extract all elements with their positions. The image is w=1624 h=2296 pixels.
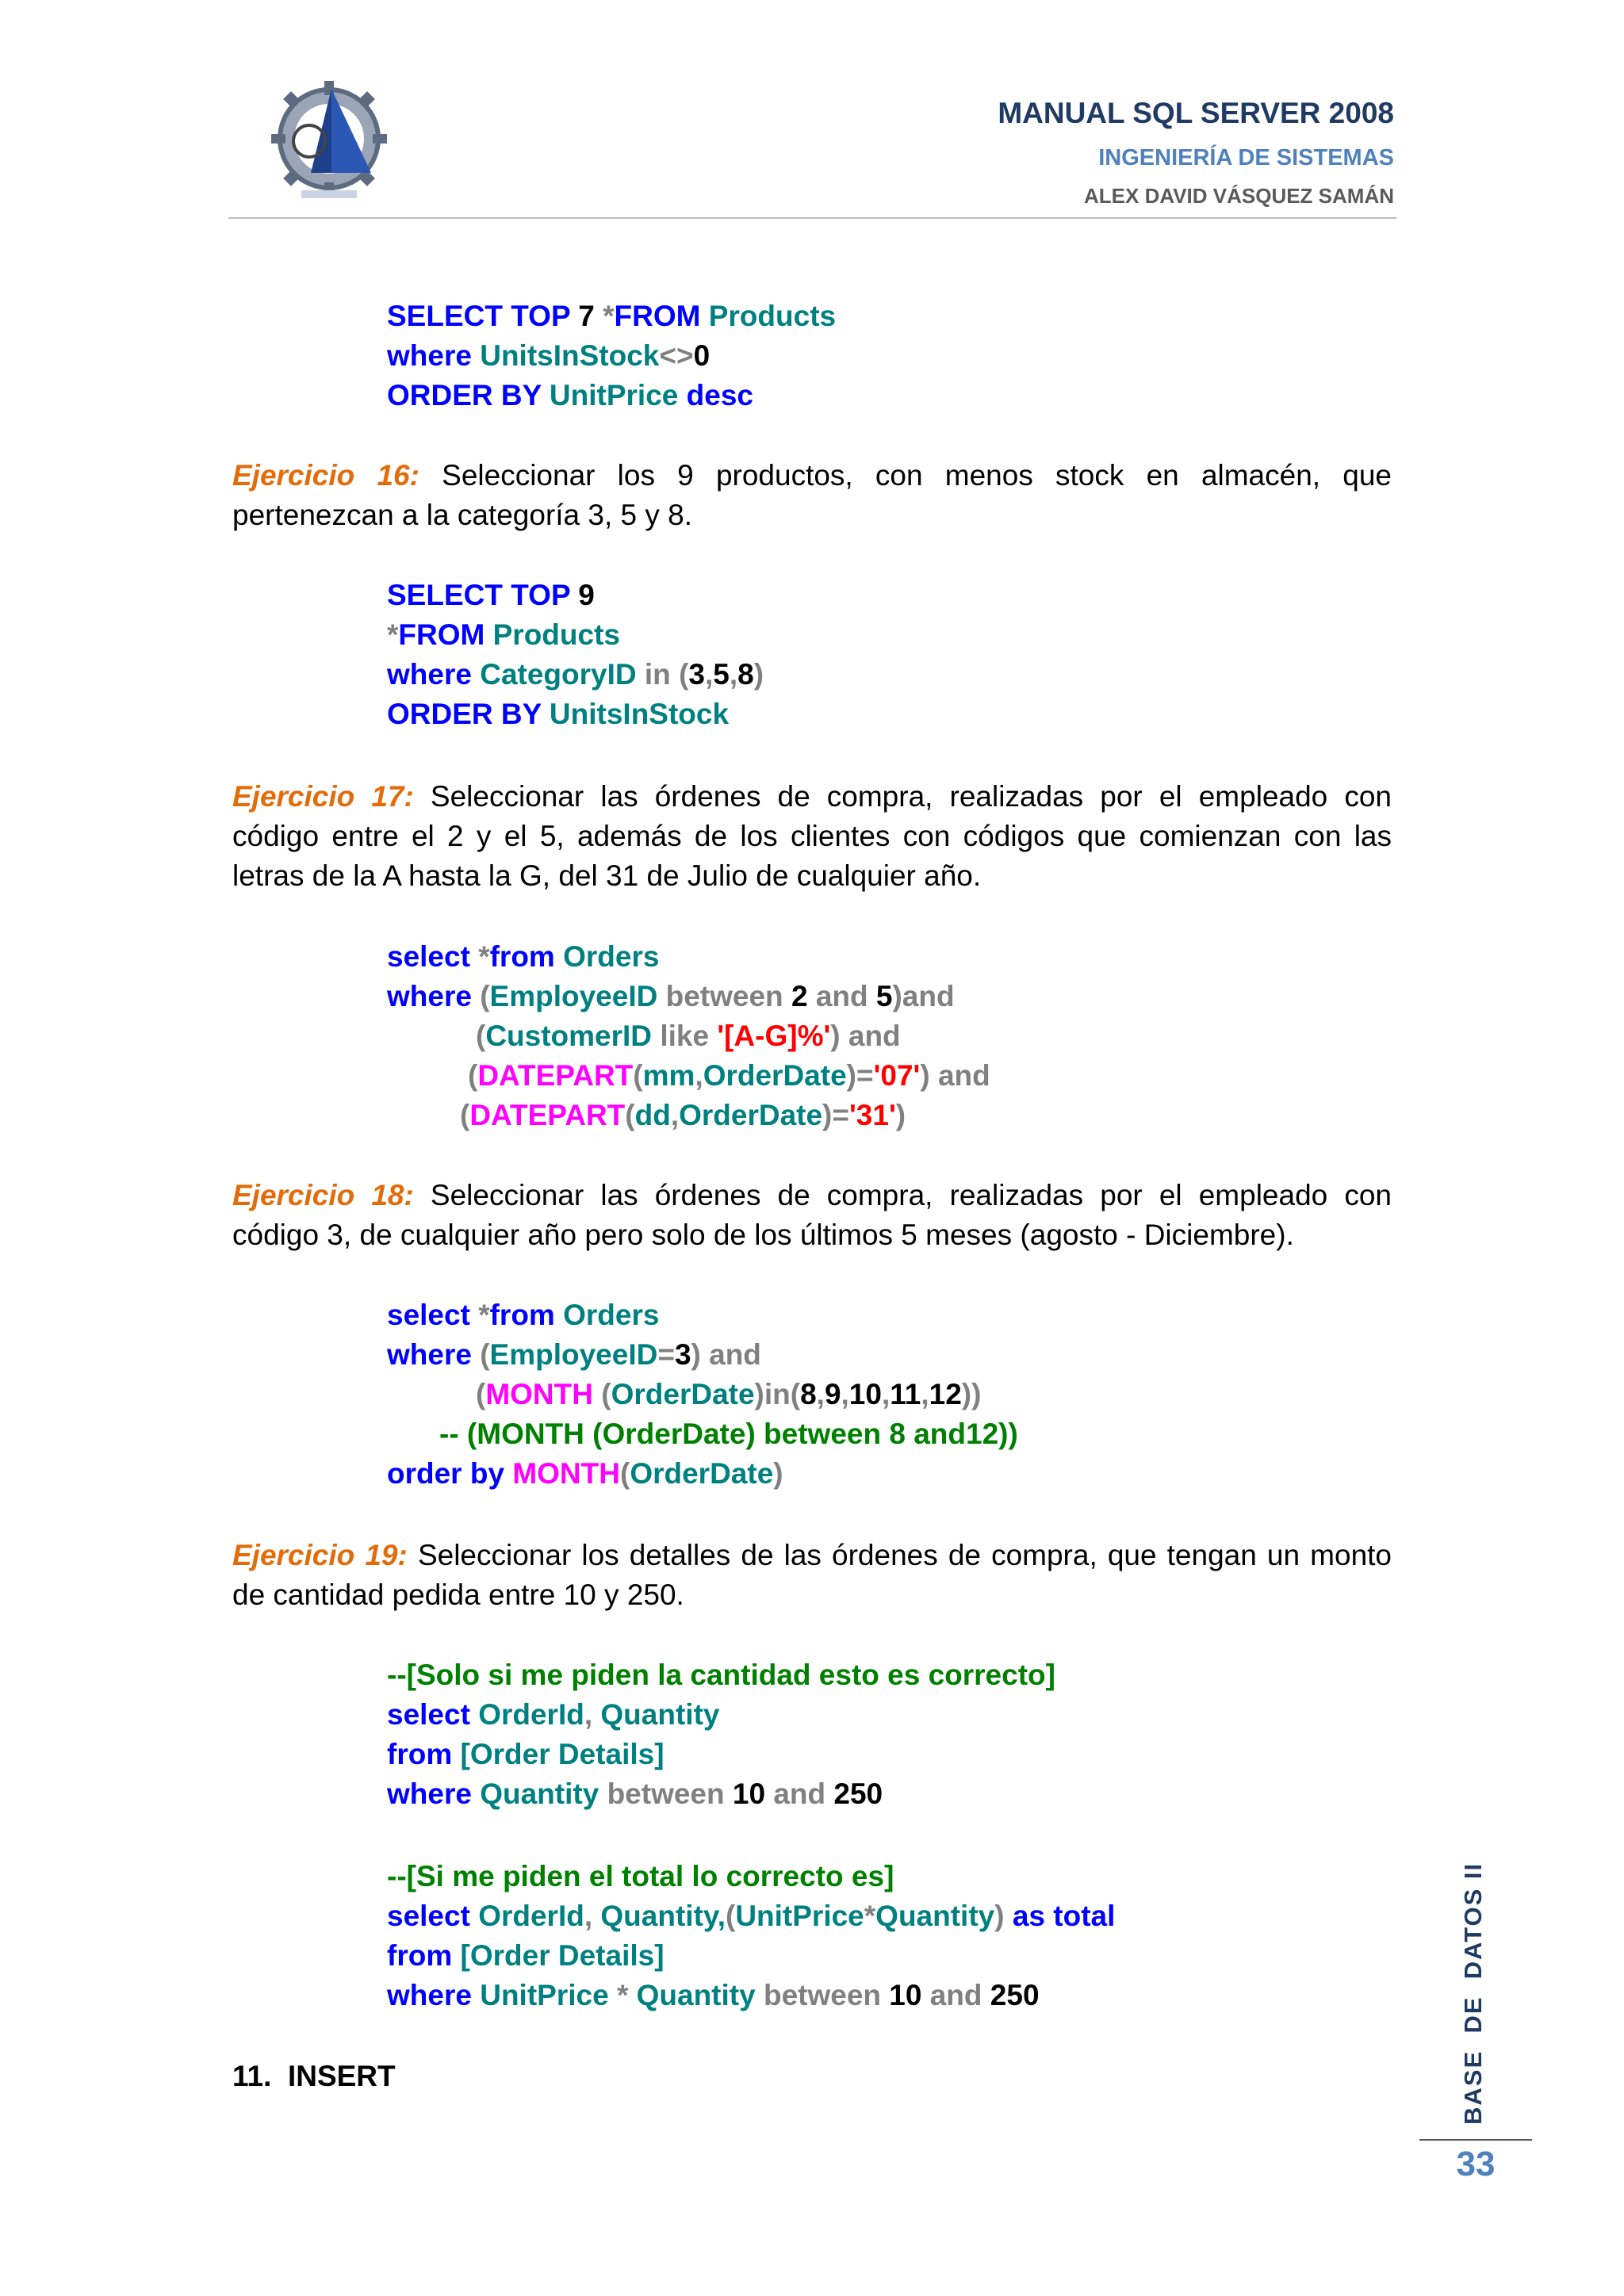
code-line: select OrderId, Quantity,(UnitPrice*Quantity) as total [387,1900,1116,1932]
code-line: SELECT TOP 9 [387,579,595,611]
code-comment: --[Solo si me piden la cantidad esto es correcto] [387,1659,1055,1691]
exercise-label: Ejercicio 18: [232,1179,414,1211]
side-label: BASE DE DATOS II [1459,1862,1487,2125]
code-comment: -- (MONTH (OrderDate) between 8 and12)) [439,1418,1018,1450]
code-line: ORDER BY UnitPrice desc [387,379,753,411]
exercise-19: Ejercicio 19: Seleccionar los detalles de las órdenes de compra, que tengan un monto de cantidad pedida entre 10 y 250. [232,1539,1392,1611]
page-number: 33 [1456,2145,1496,2183]
code-line: *FROM Products [387,618,620,651]
code-line: select *from Orders [387,940,660,973]
exercise-label: Ejercicio 19: [232,1539,408,1571]
exercise-17: Ejercicio 17: Seleccionar las órdenes de compra, realizadas por el empleado con código entre el 2 y el 5, además de los clientes con códigos que comienzan con las letras de la A hasta la G, del 31 de Julio de cualquier año. [232,780,1392,892]
exercise-label: Ejercicio 16: [232,459,419,492]
code-line: from [Order Details] [387,1738,665,1770]
code-line: (MONTH (OrderDate)in(8,9,10,11,12)) [476,1378,982,1410]
code-line: (CustomerID like '[A-G]%') and [476,1020,901,1052]
code-line: select *from Orders [387,1299,660,1331]
university-logo [270,79,389,214]
exercise-label: Ejercicio 17: [232,780,414,813]
code-line: where UnitPrice * Quantity between 10 and 250 [387,1979,1040,2011]
exercise-18: Ejercicio 18: Seleccionar las órdenes de compra, realizadas por el empleado con código 3, de cualquier año pero solo de los últimos 5 meses (agosto - Diciembre). [232,1179,1392,1251]
code-line: (DATEPART(mm,OrderDate)='07') and [468,1059,990,1092]
code-line: SELECT TOP 7 *FROM Products [387,300,837,332]
code-comment: --[Si me piden el total lo correcto es] [387,1860,894,1892]
code-line: where CategoryID in (3,5,8) [387,658,764,691]
manual-title: MANUAL SQL SERVER 2008 [998,97,1394,129]
author-name: ALEX DAVID VÁSQUEZ SAMÁN [1084,184,1394,208]
code-line: from [Order Details] [387,1939,665,1972]
code-line: where (EmployeeID=3) and [387,1338,761,1371]
code-line: ORDER BY UnitsInStock [387,698,730,730]
section-heading: 11. INSERT [232,2060,396,2092]
department-subtitle: INGENIERÍA DE SISTEMAS [1098,145,1394,170]
code-line: where (EmployeeID between 2 and 5)and [387,980,955,1012]
code-line: (DATEPART(dd,OrderDate)='31') [460,1099,906,1131]
code-line: order by MONTH(OrderDate) [387,1457,783,1490]
code-line: where UnitsInStock<>0 [387,339,710,372]
header-divider [228,217,1396,219]
code-line: where Quantity between 10 and 250 [387,1777,883,1810]
page-number-divider [1419,2139,1532,2141]
exercise-16: Ejercicio 16: Seleccionar los 9 productos, con menos stock en almacén, que pertenezcan a la categoría 3, 5 y 8. [232,459,1392,531]
code-line: select OrderId, Quantity [387,1698,720,1731]
